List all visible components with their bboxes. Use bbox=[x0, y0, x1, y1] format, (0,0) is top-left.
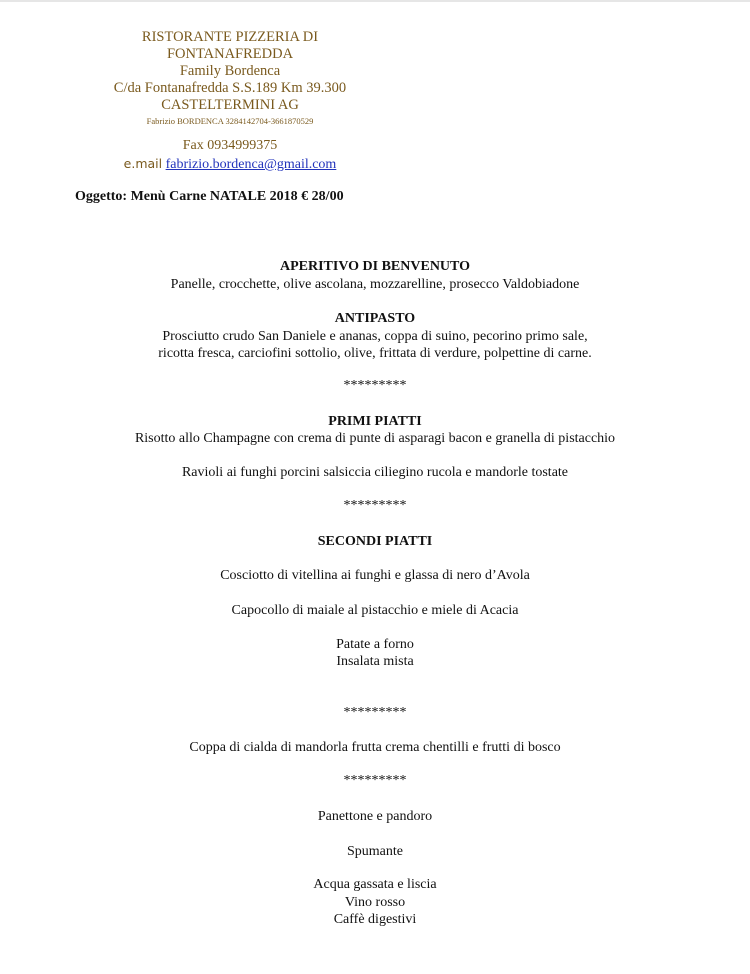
email-label: e.mail bbox=[123, 156, 163, 171]
family-name: Family Bordenca bbox=[179, 63, 281, 79]
city: CASTELTERMINI AG bbox=[161, 97, 299, 113]
fax: Fax 0934999375 bbox=[182, 138, 278, 153]
secondi-title: SECONDI PIATTI bbox=[317, 534, 433, 549]
antipasto-title: ANTIPASTO bbox=[334, 311, 416, 326]
separator: ********* bbox=[343, 378, 407, 393]
restaurant-name-line1: RISTORANTE PIZZERIA DI bbox=[141, 29, 319, 45]
drink-item-2: Vino rosso bbox=[344, 895, 406, 910]
secondi-item-1: Cosciotto di vitellina ai funghi e glassa di nero d’Avola bbox=[220, 568, 530, 583]
top-border bbox=[0, 0, 750, 2]
separator: ********* bbox=[343, 705, 407, 720]
drink-item-1: Acqua gassata e liscia bbox=[313, 877, 437, 892]
email-row bbox=[60, 155, 400, 174]
primi-item-1: Risotto allo Champagne con crema di punte di asparagi bacon e granella di pistacchio bbox=[134, 431, 616, 446]
contact-block bbox=[60, 137, 400, 174]
aperitivo-title: APERITIVO DI BENVENUTO bbox=[279, 259, 471, 274]
email-link[interactable]: fabrizio.bordenca@gmail.com bbox=[165, 157, 337, 172]
primi-item-2: Ravioli ai funghi porcini salsiccia ciliegino rucola e mandorle tostate bbox=[181, 465, 569, 480]
letterhead bbox=[60, 29, 400, 128]
primi-title: PRIMI PIATTI bbox=[328, 414, 422, 429]
antipasto-line2: ricotta fresca, carciofini sottolio, olive, frittata di verdure, polpettine di carne. bbox=[158, 346, 592, 361]
separator: ********* bbox=[343, 773, 407, 788]
contorno-item-2: Insalata mista bbox=[336, 654, 414, 669]
panettone-item: Panettone e pandoro bbox=[317, 809, 433, 824]
contorno-item-1: Patate a forno bbox=[336, 637, 414, 652]
separator: ********* bbox=[343, 498, 407, 513]
address: C/da Fontanafredda S.S.189 Km 39.300 bbox=[113, 80, 347, 96]
restaurant-name-line2: FONTANAFREDDA bbox=[166, 46, 294, 62]
antipasto-line1: Prosciutto crudo San Daniele e ananas, coppa di suino, pecorino primo sale, bbox=[162, 329, 588, 344]
drink-item-3: Caffè digestivi bbox=[333, 912, 417, 927]
aperitivo-text: Panelle, crocchette, olive ascolana, mozzarelline, prosecco Valdobiadone bbox=[170, 277, 580, 292]
dessert-item: Coppa di cialda di mandorla frutta crema chentilli e frutti di bosco bbox=[189, 740, 561, 755]
phone-numbers: Fabrizio BORDENCA 3284142704-3661870529 bbox=[146, 116, 314, 126]
spumante-item: Spumante bbox=[347, 844, 403, 859]
secondi-item-2: Capocollo di maiale al pistacchio e miele di Acacia bbox=[231, 603, 519, 618]
subject-line: Oggetto: Menù Carne NATALE 2018 € 28/00 bbox=[75, 189, 344, 204]
